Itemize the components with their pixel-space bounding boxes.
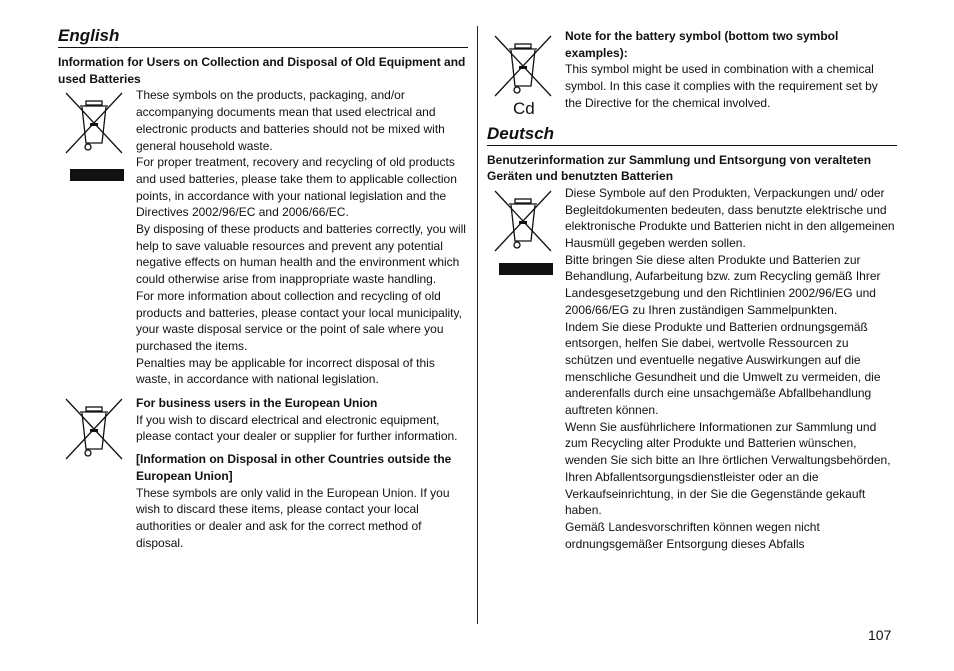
deutsch-paragraph: Diese Symbole auf den Produkten, Verpackungen und/ oder Begleitdokumenten bedeuten, dass benutzte elektrische und elektronische Produkte und Batterien nicht in den allgemeinen Hausmüll gegeben werden sollen. [565, 185, 895, 251]
business-text: If you wish to discard electrical and electronic equipment, please contact your dealer or supplier for further information. [136, 412, 458, 444]
deutsch-paragraph: Wenn Sie ausführlichere Informationen zur Sammlung und zum Recycling alter Produkte und Batterien wünschen, wenden Sie sich bitte an Ihre örtlichen Verwaltungsbehörden, Ihren Abfallentsorgungsdienstleister oder an die Verkaufseinrichtung, in der Sie die Gegenstände gekauft haben. [565, 419, 891, 518]
cadmium-chemical-symbol: Cd [513, 99, 535, 118]
other-countries-text: These symbols are only valid in the European Union. If you wish to discard these items, please contact your local authorities or dealer and ask for the correct method of disposal. [136, 485, 450, 550]
deutsch-heading: Benutzerinformation zur Sammlung und Entsorgung von veralteten Geräten und benutzten Batterien [487, 152, 872, 184]
deutsch-paragraph: Bitte bringen Sie diese alten Produkte und Batterien zur Behandlung, Aufarbeitung bzw. zum Recycling gemäß Ihrer Landesgesetzgebung und den Richtlinien 2002/96/EG und 2006/66/EG zu Ihren zuständigen Sammelpunkten. [565, 252, 881, 317]
battery-note-block [487, 28, 897, 118]
english-paragraph: For more information about collection and recycling of old products and batteries, please contact your local municipality, your waste disposal service or the point of sale where you purchased the items. [136, 288, 462, 353]
deutsch-paragraph: Indem Sie diese Produkte und Batterien ordnungsgemäß entsorgen, helfen Sie dabei, wertvolle Ressourcen zu schützen und eventuelle negative Auswirkungen auf die menschliche Gesundheit und die Umwelt zu vermeiden, die anderenfalls durch eine unsachgemäße Abfallbehandlung auftreten können. [565, 319, 881, 418]
english-paragraph: Penalties may be applicable for incorrect disposal of this waste, in accordance with national legislation. [136, 355, 435, 387]
battery-bar-marker [70, 169, 124, 181]
deutsch-main-block [487, 185, 897, 552]
other-countries-heading: [Information on Disposal in other Countries outside the European Union] [136, 452, 452, 483]
english-paragraph: These symbols on the products, packaging, and/or accompanying documents mean that used electrical and electronic products and batteries should not be mixed with general household waste. [136, 88, 445, 153]
crossed-out-bin-icon [493, 189, 553, 258]
english-heading: Information for Users on Collection and Disposal of Old Equipment and used Batteries [58, 55, 466, 86]
battery-note-heading: Note for the battery symbol (bottom two symbol examples): [565, 29, 839, 60]
deutsch-paragraph: Gemäß Landesvorschriften können wegen nicht ordnungsgemäßer Entsorgung dieses Abfalls [565, 519, 820, 551]
deutsch-section-title: Deutsch [487, 124, 897, 146]
right-column [487, 26, 897, 552]
english-business-text [136, 395, 468, 551]
english-main-block [58, 87, 468, 388]
english-paragraph: By disposing of these products and batteries correctly, you will help to save valuable resources and prevent any potential negative effects on human health and the environment which could otherwise arise from inappropriate waste handling. [136, 222, 466, 287]
crossed-out-bin-icon [493, 34, 553, 103]
business-heading: For business users in the European Union [136, 396, 378, 411]
english-column [58, 26, 468, 551]
english-main-text [136, 87, 468, 388]
crossed-out-bin-icon [64, 397, 124, 466]
english-business-block [58, 395, 468, 551]
battery-note-text [565, 28, 897, 112]
crossed-out-bin-icon [64, 91, 124, 160]
english-paragraph: For proper treatment, recovery and recycling of old products and used batteries, please take them to applicable collection points, in accordance with your national legislation and the Directives 2002/96/EC and 2006/66/EC. [136, 155, 457, 220]
column-divider [477, 26, 478, 624]
english-section-title: English [58, 26, 468, 48]
page-number: 107 [868, 627, 892, 643]
deutsch-main-text [565, 185, 897, 552]
battery-note-body: This symbol might be used in combination with a chemical symbol. In this case it complies with the requirement set by the Directive for the chemical involved. [565, 62, 878, 110]
battery-bar-marker [499, 263, 553, 275]
